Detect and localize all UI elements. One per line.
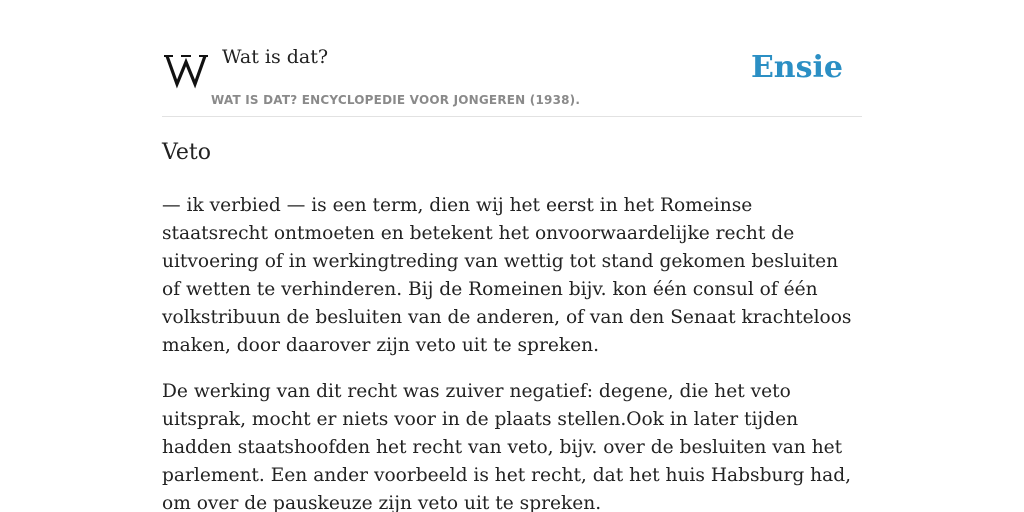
article-title: Veto bbox=[162, 140, 211, 165]
article-paragraph: De werking van dit recht was zuiver negatief: degene, die het veto uitsprak, mocht er niets voor in de plaats stellen.Ook in later tijden hadden staatshoofden het recht van veto, bijv. over de besluiten van het parlement. Een ander voorbeeld is het recht, dat het huis Habsburg had, om over de pauskeuze zijn veto uit te spreken. bbox=[162, 381, 852, 512]
site-header bbox=[162, 0, 862, 117]
source-subtitle: WAT IS DAT? ENCYCLOPEDIE VOOR JONGEREN (1938). bbox=[211, 93, 581, 107]
article-body bbox=[162, 192, 862, 512]
wikipedia-w-icon[interactable] bbox=[164, 50, 208, 90]
article-paragraph: — ik verbied — is een term, dien wij het eerst in het Romeinse staatsrecht ontmoeten en betekent het onvoorwaardelijke recht de uitvoering of in werkingtreding van wettig tot stand gekomen besluiten of wetten te verhinderen. Bij de Romeinen bijv. kon één consul of één volkstribuun de besluiten van de anderen, of van den Senaat krachteloos maken, door daarover zijn veto uit te spreken. bbox=[162, 195, 852, 356]
brand-logo-link[interactable]: Ensie bbox=[750, 50, 843, 85]
site-title[interactable]: Wat is dat? bbox=[222, 46, 329, 68]
